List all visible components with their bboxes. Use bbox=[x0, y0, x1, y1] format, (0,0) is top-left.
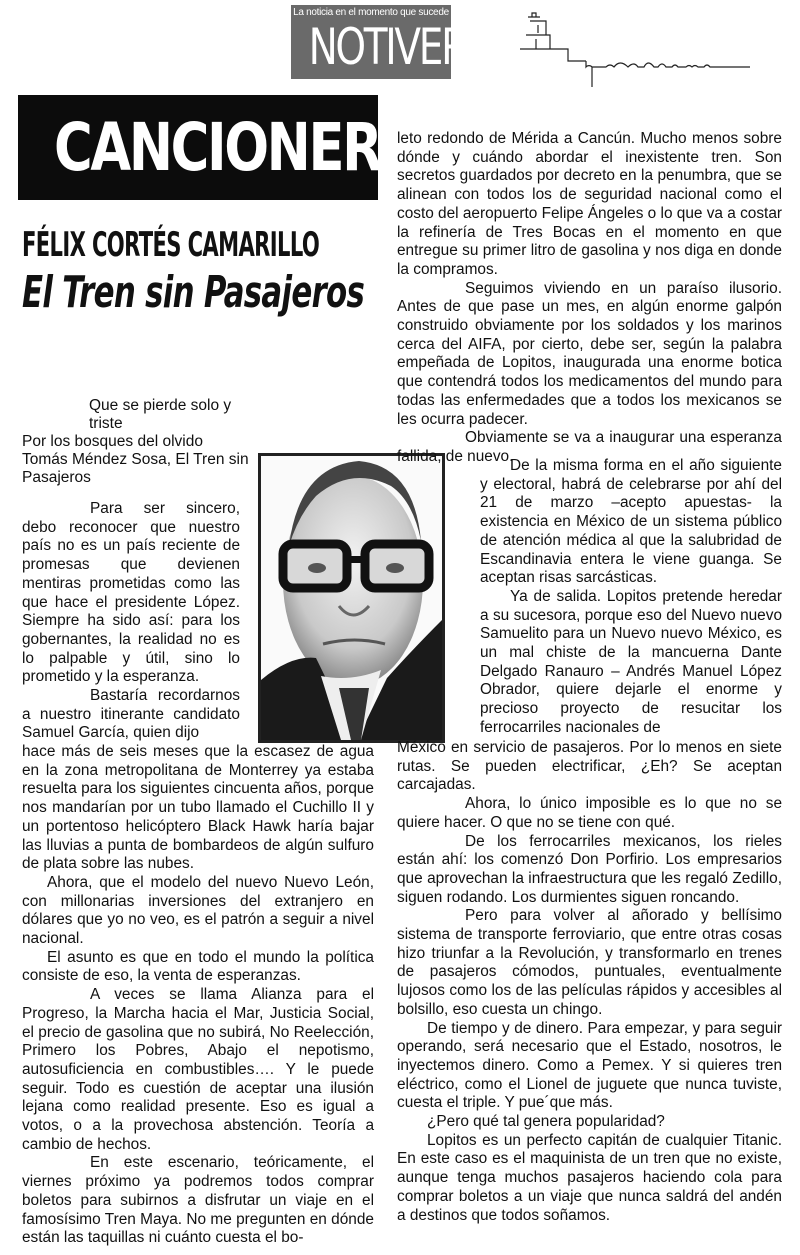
paragraph: Ya de salida. Lopitos pretende heredar a su sucesora, porque eso del Nuevo nuevo Samuelito para un Nuevo nuevo México, es un mal chiste de la mancuerna Dante Delgado Ranauro – Andrés Manuel López Obrador, quiere dejarle el enorme y precioso proyecto de resucitar los ferrocarriles nacionales de bbox=[480, 587, 782, 736]
paragraph: Ahora, lo único imposible es lo que no se quiere hacer. O que no se tiene con qué. bbox=[397, 795, 782, 831]
paragraph: Ahora, que el modelo del nuevo Nuevo León, con millonarias inversiones del extranjero en dólares que yo no veo, es el patrón a seguir a nivel nacional. bbox=[22, 873, 374, 948]
masthead-slogan: La noticia en el momento que sucede bbox=[293, 7, 449, 18]
paragraph: De tiempo y de dinero. Para empezar, y para seguir operando, será necesario que el Estado, nosotros, le inyectemos dinero. Como a Pemex. Y si quieres tren eléctrico, como el Lionel de juguete que nunca tuviste, cuesta el triple. Y pue´que más. bbox=[397, 1019, 782, 1112]
article-column-left-bottom bbox=[22, 743, 374, 1248]
paragraph: Pero para volver al añorado y bellísimo sistema de transporte ferroviario, que entre otras cosas hizo triunfar a la Revolución, y transformarlo en trenes de pasajeros cómodos, puntuales, eventualmente lujosos como los de las películas rápidos y accesibles al bolsillo, eso cuesta un chingo. bbox=[397, 907, 782, 1018]
fortress-skyline-icon bbox=[510, 5, 800, 90]
notiver-logo bbox=[291, 5, 466, 79]
paragraph: México en servicio de pasajeros. Por lo menos en siete rutas. Se pueden electrificar, ¿Eh? Se aceptan carcajadas. bbox=[397, 739, 782, 794]
paragraph: En este escenario, teóricamente, el viernes próximo ya podremos todos comprar boletos para subirnos a disfrutar un viaje en el famosísimo Tren Maya. No me pregunten en dónde están las taquillas ni cuánto cuesta el bo- bbox=[22, 1154, 374, 1247]
paragraph: De los ferrocarriles mexicanos, los rieles están ahí: los comenzó Don Porfirio. Los empresarios que aprovechan la infraestructura que les regaló Zedillo, siguen rodando. Los durmientes siguen roncando. bbox=[397, 832, 782, 906]
article-column-left-top bbox=[22, 500, 240, 743]
paragraph: A veces se llama Alianza para el Progreso, la Marcha hacia el Mar, Justicia Social, el precio de gasolina que no subirá, No Reelección, Primero los Pobres, Abajo el nepotismo, autosuficiencia en combustibles…. Y le puede seguir. Todo es cuestión de aceptar una ilusión lejana como realidad presente. Eso es igual a votos, o a la provechosa abstención. Teoría a cambio de hechos. bbox=[22, 986, 374, 1153]
paragraph: Obviamente se va a inaugurar una esperanza fallida, de nuevo. bbox=[397, 429, 782, 465]
author-name: FÉLIX CORTÉS CAMARILLO bbox=[22, 225, 320, 265]
epigraph-line: Tomás Méndez Sosa, El Tren sin Pasajeros bbox=[22, 451, 249, 486]
masthead-brand: NOTIVER bbox=[308, 18, 466, 76]
paragraph: Para ser sincero, debo reconocer que nuestro país no es un país reciente de promesas que devienen mentiras prometidas como las que hace el presidente López. Siempre ha sido así: para los gobernantes, la realidad no es lo palpable y útil, sino lo prometido y la esperanza. bbox=[22, 500, 240, 686]
epigraph-line: Por los bosques del olvido bbox=[22, 433, 203, 450]
paragraph: Lopitos es un perfecto capitán de cualquier Titanic. En este caso es el maquinista de un tren que no existe, aunque tenga muchos pasajeros haciendo cola para comprar boletos a un viaje que nunca saldrá del andén a destinos que todos soñamos. bbox=[397, 1131, 782, 1224]
section-header bbox=[18, 95, 423, 200]
paragraph: leto redondo de Mérida a Cancún. Mucho menos sobre dónde y cuándo abordar el inexistente tren. Son secretos guardados por decreto en la penumbra, que se alinean con todos los de seguridad nacional como el costo del aeropuerto Felipe Ángeles o lo que va a costar la refinería de Tres Bocas en el momento en que entregue su primer litro de gasolina y nos diga en donde la compramos. bbox=[397, 130, 783, 278]
article-column-right-bottom bbox=[397, 739, 782, 1225]
epigraph bbox=[22, 397, 262, 487]
author-photo bbox=[258, 453, 445, 743]
article-column-right-wrap bbox=[480, 457, 782, 738]
paragraph: Bastaría recordarnos a nuestro itinerante candidato Samuel García, quien dijo bbox=[22, 687, 240, 742]
paragraph: hace más de seis meses que la escasez de agua en la zona metropolitana de Monterrey ya estaba resuelta para los siguientes cincuenta años, porque nos mandarían por un tubo llamado el Cuchillo II y un portentoso helicóptero Black Hawk haría bajar las lluvias a punta de bombardeos de algún sulfuro de plata sobre las nubes. bbox=[22, 743, 374, 873]
paragraph: De la misma forma en el año siguiente y electoral, habrá de celebrarse por ahí del 21 de marzo –acepto apuestas- la existencia en México de un sistema público de atención médica al que la salubridad de Escandinavia entera le viene guanga. Se aceptan risas sarcásticas. bbox=[480, 457, 782, 587]
article-column-right-top bbox=[397, 130, 782, 467]
section-title: CANCIONERO bbox=[54, 109, 423, 186]
epigraph-line: Que se pierde solo y triste bbox=[89, 397, 232, 432]
paragraph: ¿Pero qué tal genera popularidad? bbox=[427, 1113, 665, 1131]
portrait-illustration bbox=[261, 456, 442, 740]
paragraph: Seguimos viviendo en un paraíso ilusorio. Antes de que pase un mes, en algún enorme galpón construido obviamente por los soldados y los marinos cerca del AIFA, por cierto, debe ser, según la palabra empeñada de Lopitos, inaugurada una enorme botica que contendrá todos los medicamentos del mundo para todas las enfermedades que a todos los mexicanos se les ocurra padecer. bbox=[397, 279, 782, 428]
article-title: El Tren sin Pasajeros bbox=[22, 267, 365, 318]
paragraph: El asunto es que en todo el mundo la política consiste de eso, la venta de esperanzas. bbox=[22, 948, 374, 985]
